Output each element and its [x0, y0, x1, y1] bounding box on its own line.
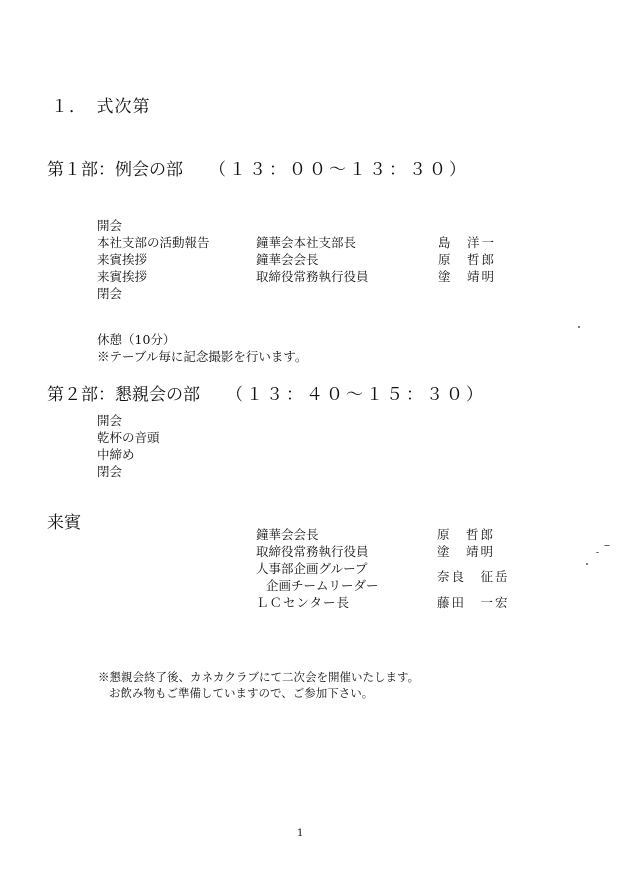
part1-item-name: 塗 靖明 — [438, 269, 497, 284]
scan-mark — [604, 545, 610, 546]
part2-item: 中締め — [97, 447, 135, 462]
guest-role: ＬＣセンター長 — [256, 595, 351, 610]
guest-name: 塗 靖明 — [437, 544, 496, 559]
part1-heading — [47, 155, 469, 180]
part1-item-name: 島 洋一 — [438, 235, 497, 250]
part1-item-label: 来賓挨拶 — [97, 269, 148, 284]
guest-role: 人事部企画グループ — [256, 561, 368, 576]
guest-name: 奈良 征岳 — [437, 569, 510, 584]
part1-item-label: 本社支部の活動報告 — [97, 235, 210, 250]
scan-mark — [596, 552, 599, 553]
footnote-line2: お飲み物もご準備していますので、ご参加下さい。 — [109, 686, 374, 700]
part1-item-role: 鐘華会会長 — [256, 252, 319, 267]
part2-heading-label: 第２部：懇親会の部 — [47, 385, 200, 405]
guest-role-line2: 企画チームリーダー — [266, 578, 379, 593]
part1-item-label: 開会 — [97, 218, 123, 233]
part2-time: （１３：４０〜１５：３０） — [226, 385, 486, 405]
part1-heading-label: 第１部：例会の部 — [47, 160, 183, 180]
part2-heading — [47, 380, 486, 405]
break-label: 休憩（10分） — [97, 332, 176, 347]
footnote-line1: ※懇親会終了後、カネカクラブにて二次会を開催いたします。 — [98, 670, 420, 684]
part2-item: 開会 — [97, 413, 123, 428]
part1-item-name: 原 哲郎 — [438, 252, 497, 267]
part1-item-role: 鐘華会本社支部長 — [256, 235, 357, 250]
guest-role: 取締役常務執行役員 — [256, 544, 369, 559]
part2-item: 閉会 — [97, 464, 123, 479]
scan-mark — [578, 326, 580, 328]
part1-item-label: 来賓挨拶 — [97, 252, 148, 267]
part1-time: （１３：００〜１３：３０） — [209, 160, 469, 180]
guest-role: 鐘華会会長 — [256, 527, 319, 542]
page-number: 1 — [297, 828, 304, 839]
scan-mark — [586, 563, 588, 565]
guests-heading: 来賓 — [47, 513, 81, 533]
part2-item: 乾杯の音頭 — [97, 430, 160, 445]
section-title: １． 式次第 — [51, 97, 151, 117]
part1-item-role: 取締役常務執行役員 — [256, 269, 369, 284]
photo-note: ※テーブル毎に記念撮影を行います。 — [97, 349, 308, 364]
guest-name: 藤田 一宏 — [437, 595, 510, 610]
guest-name: 原 哲郎 — [437, 527, 496, 542]
part1-item-label: 閉会 — [97, 286, 123, 301]
